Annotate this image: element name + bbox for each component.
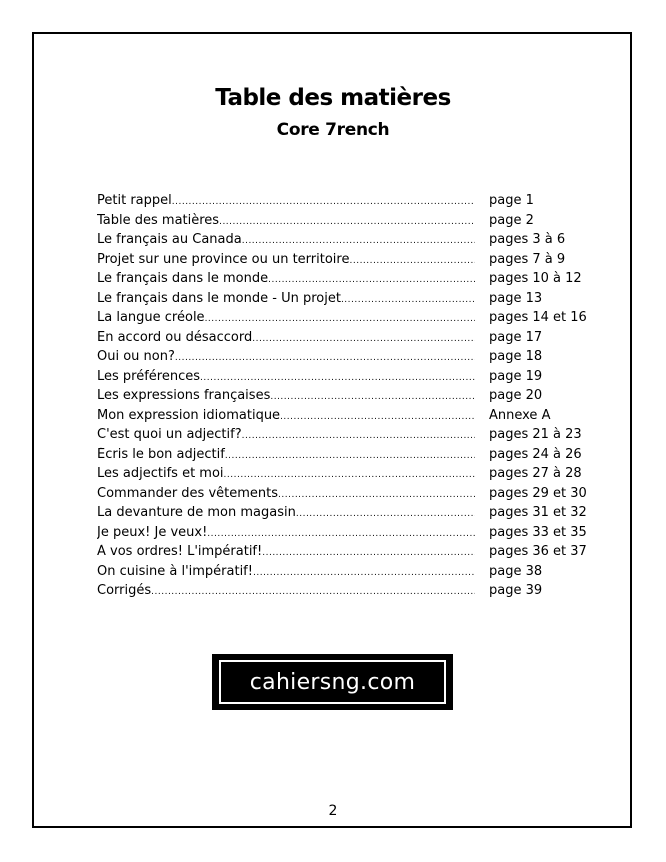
toc-entry-left (97, 232, 475, 247)
toc-entry-label: Table des matières (97, 212, 220, 228)
toc-entry-page: page 18 (489, 349, 543, 364)
toc-entry-left (97, 408, 475, 423)
toc-entry-label: Les préférences (97, 368, 201, 384)
toc-entry (97, 486, 597, 506)
toc-entry-page: page 20 (489, 388, 543, 403)
toc-entry-left (97, 310, 475, 325)
toc-entry-left (97, 213, 475, 228)
website-logo (212, 654, 453, 710)
toc-entry-label: Le français au Canada (97, 232, 242, 247)
toc-entry (97, 466, 597, 486)
page-subtitle: Core 7rench (276, 120, 390, 140)
toc-entry-label: On cuisine à l'impératif! (97, 563, 253, 579)
toc-entry (97, 193, 597, 213)
toc-entry-left (97, 447, 475, 462)
toc-entry-left (97, 388, 475, 403)
toc-entry-page: pages 31 et 32 (489, 505, 587, 520)
toc-entry-left (97, 505, 475, 520)
toc-entry-left (97, 349, 475, 364)
toc-dot-leader (341, 295, 475, 305)
toc-entry (97, 447, 597, 467)
toc-dot-leader (278, 490, 475, 500)
toc-entry (97, 564, 597, 584)
toc-dot-leader (253, 568, 475, 578)
toc-entry (97, 252, 597, 272)
toc-dot-leader (225, 451, 475, 461)
toc-dot-leader (151, 587, 475, 597)
toc-entry-left (97, 193, 475, 208)
toc-entry-page: pages 24 à 26 (489, 446, 582, 462)
toc-entry-label: Les expressions françaises (97, 388, 271, 403)
toc-entry-left (97, 486, 475, 501)
toc-entry (97, 232, 597, 252)
toc-dot-leader (262, 548, 475, 558)
toc-entry-left (97, 544, 475, 559)
toc-dot-leader (224, 470, 475, 480)
toc-entry-label: Le français dans le monde - Un projet (97, 290, 341, 306)
toc-entry-left (97, 564, 475, 579)
toc-entry-page: pages 14 et 16 (489, 310, 587, 325)
toc-entry-label: Le français dans le monde (97, 271, 269, 286)
toc-dot-leader (349, 256, 475, 266)
toc-entry-page: pages 3 à 6 (489, 232, 566, 247)
toc-entry (97, 291, 597, 311)
toc-entry (97, 213, 597, 233)
toc-entry-label: Je peux! Je veux! (97, 524, 208, 540)
toc-entry (97, 388, 597, 408)
toc-entry-page: pages 7 à 9 (489, 251, 566, 267)
toc-entry-label: La langue créole (97, 310, 205, 325)
toc-entry-page: page 19 (489, 368, 543, 384)
toc-entry (97, 310, 597, 330)
toc-entry-left (97, 525, 475, 540)
website-logo-text: cahiersng.com (219, 660, 446, 704)
toc-entry-left (97, 427, 475, 442)
toc-dot-leader (207, 529, 475, 539)
toc-entry-page: page 17 (489, 329, 543, 345)
toc-dot-leader (242, 236, 475, 246)
toc-dot-leader (205, 314, 475, 324)
page-number: 2 (328, 803, 338, 819)
toc-entry-label: Petit rappel (97, 193, 172, 208)
toc-entry-page: pages 21 à 23 (489, 427, 582, 442)
toc-entry (97, 349, 597, 369)
toc-entry-label: C'est quoi un adjectif? (97, 427, 242, 442)
toc-entry-page: page 1 (489, 193, 534, 208)
toc-entry (97, 525, 597, 545)
toc-entry (97, 583, 597, 603)
toc-entry-label: Commander des vêtements (97, 485, 279, 501)
toc-entry-page: pages 27 à 28 (489, 466, 582, 481)
toc-entry-label: En accord ou désaccord (97, 329, 253, 345)
toc-entry-page: pages 36 et 37 (489, 544, 587, 559)
toc-entry (97, 369, 597, 389)
toc-entry (97, 544, 597, 564)
toc-entry-label: Corrigés (97, 583, 152, 598)
toc-entry-label: À vos ordres! L'impératif! (97, 544, 263, 559)
toc-entry (97, 408, 597, 428)
table-of-contents (97, 193, 597, 603)
toc-dot-leader (219, 217, 475, 227)
toc-entry-page: pages 33 et 35 (489, 524, 587, 540)
toc-entry (97, 271, 597, 291)
toc-entry-page: page 2 (489, 212, 534, 228)
toc-dot-leader (242, 431, 475, 441)
toc-dot-leader (200, 373, 475, 383)
toc-entry-left (97, 252, 475, 267)
toc-dot-leader (175, 353, 475, 363)
toc-entry-label: Oui ou non? (97, 349, 175, 364)
toc-entry-label: Les adjectifs et moi (97, 466, 224, 481)
toc-entry-label: La devanture de mon magasin (97, 505, 296, 520)
toc-dot-leader (268, 275, 475, 285)
toc-entry (97, 427, 597, 447)
toc-entry-left (97, 330, 475, 345)
toc-entry-left (97, 583, 475, 598)
toc-entry-page: page 39 (489, 583, 543, 598)
toc-entry-left (97, 369, 475, 384)
page-title: Table des matières (215, 85, 451, 111)
toc-entry-left (97, 271, 475, 286)
toc-dot-leader (252, 334, 475, 344)
toc-entry-label: Mon expression idiomatique (97, 407, 281, 423)
toc-entry-left (97, 291, 475, 306)
toc-entry-page: pages 10 à 12 (489, 271, 582, 286)
toc-entry (97, 505, 597, 525)
toc-entry-page: page 13 (489, 290, 543, 306)
toc-entry-label: Projet sur une province ou un territoire (97, 251, 350, 267)
toc-entry-page: pages 29 et 30 (489, 485, 587, 501)
toc-dot-leader (270, 392, 475, 402)
toc-entry-page: page 38 (489, 563, 543, 579)
toc-entry (97, 330, 597, 350)
toc-entry-page: Annexe A (489, 407, 551, 423)
toc-dot-leader (280, 412, 475, 422)
toc-entry-label: Écris le bon adjectif (97, 446, 225, 462)
toc-entry-left (97, 466, 475, 481)
toc-dot-leader (296, 509, 475, 519)
toc-dot-leader (172, 197, 475, 207)
